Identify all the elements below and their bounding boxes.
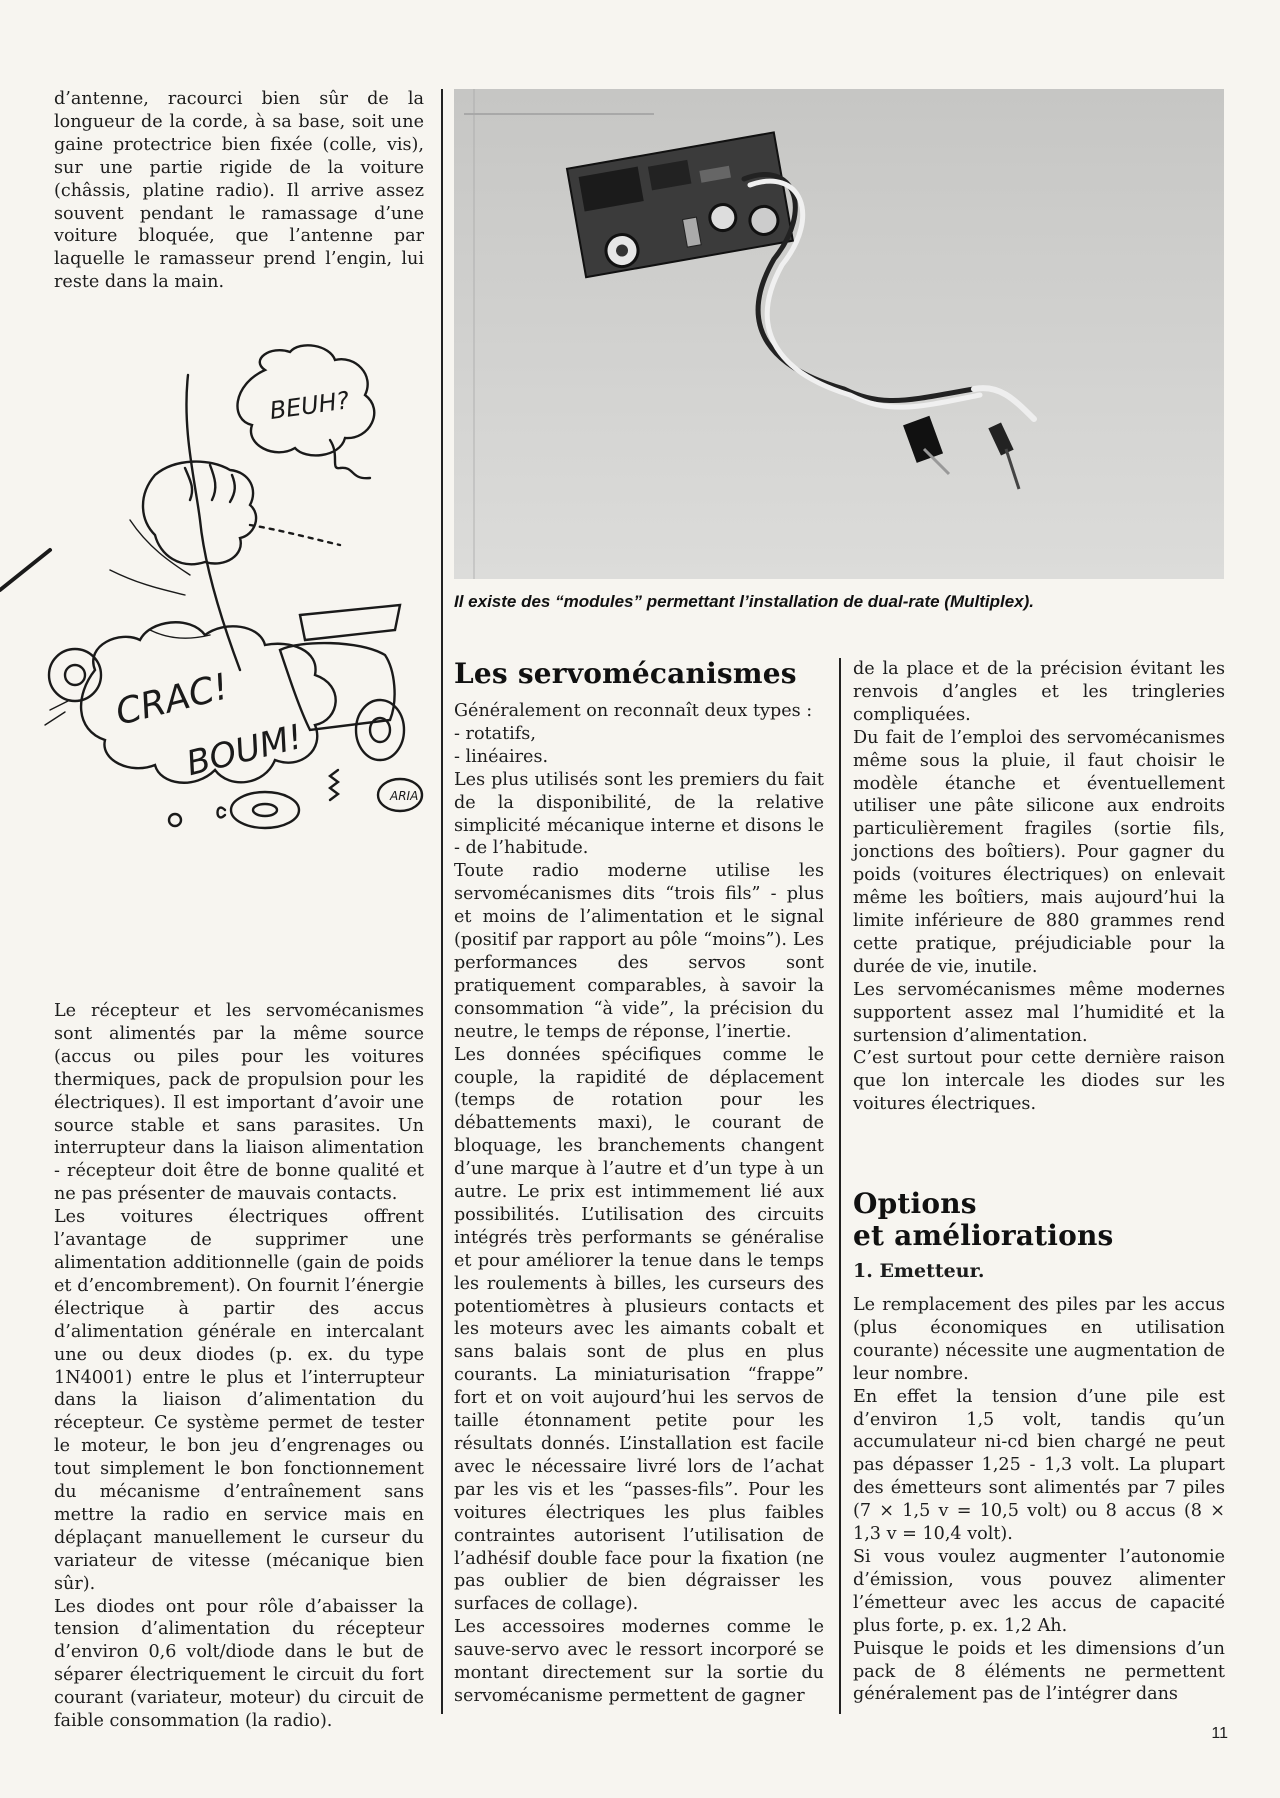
paragraph: Le remplacement des piles par les accus (plus économiques en utilisation courante) nécessite une augmentation de leur nombre.: [853, 1295, 1225, 1384]
wheel-icon: [356, 700, 404, 760]
paragraph: Les données spécifiques comme le couple, la rapidité de déplacement (temps de rotation pour les débattements maxi), le courant de bloquage, les branchements changent d’une marque à l’autre et d’un type à un autre. Le prix est intimmement lié aux possibilités. L’utilisation des circuits intégrés très performants se généralise et pour améliorer la tenue dans le temps les roulements à billes, les curseurs des potentiomètres à plusieurs contacts et les moteurs avec les aimants cobalt et sans balais sont de plus en plus courants. La miniaturisation “frappe” fort et on voit aujourd’hui les servos de taille étonnament petite pour les résultats donnés. L’installation est facile avec le nécessaire livré lors de l’achat par les vis et les “passes-fils”. Pour les voitures électriques les plus faibles contraintes autorisent l’utilisation de l’adhésif double face pour la fixation (ne pas oublier de bien dégraisser les surfaces de collage).: [454, 1044, 824, 1615]
page-number: 11: [1211, 1725, 1228, 1742]
wheel-icon: [49, 649, 101, 701]
paragraph: - rotatifs,: [454, 723, 536, 744]
wheel-icon: [231, 792, 299, 828]
paragraph: de la place et de la précision évitant les renvois d’angles et les tringleries compliquées.: [853, 659, 1225, 725]
paragraph: Du fait de l’emploi des servomécanismes même sous la pluie, il faut choisir le modèle étanche et éventuellement utiliser une pâte silicone aux endroits particulièrement fragiles (sortie fils, jonctions des boîtiers). Pour gagner du poids (voitures électriques) on enlevait même les boîtiers, mais aujourd’hui la limite inférieure de 880 grammes rend cette pratique, préjudiciable pour la durée de vie, inutile.: [853, 727, 1225, 977]
cartoon-signature: ARIA: [390, 789, 419, 803]
paragraph: Le récepteur et les servomécanismes sont alimentés par la même source (accus ou piles pour les voitures thermiques, pack de propulsion pour les électriques). Il est important d’avoir une source stable et sans parasites. Un interrupteur dans la liaison alimentation - récepteur doit être de bonne qualité et ne pas présenter de mauvais contacts.: [54, 1001, 424, 1205]
right-top-text: [853, 658, 1225, 1116]
paragraph: Si vous voulez augmenter l’autonomie d’émission, vous pouvez alimenter l’émetteur avec les accus de capacité plus forte, p. ex. 1,2 Ah.: [853, 1546, 1225, 1636]
paragraph: Les servomécanismes même modernes supportent assez mal l’humidité et la surtension d’alimentation.: [853, 979, 1225, 1046]
paragraph: En effet la tension d’une pile est d’environ 1,5 volt, tandis qu’un accumulateur ni-cd bien chargé ne peut pas dépasser 1,25 - 1,3 volt. La plupart des émetteurs sont alimentés par 7 piles (7 × 1,5 v = 10,5 volt) ou 8 accus (8 × 1,3 v = 10,4 volt).: [853, 1386, 1225, 1545]
paragraph: d’antenne, racourci bien sûr de la longueur de la corde, à sa base, soit une gaine protectrice bien fixée (colle, vis), sur une partie rigide de la voiture (châssis, platine radio). Il arrive assez souvent pendant le ramassage d’une voiture bloquée, que l’antenne par laquelle le ramasseur prend l’engin, lui reste dans la main.: [54, 89, 424, 293]
cartoon-illustration: [0, 340, 440, 960]
spring-icon: [330, 770, 338, 800]
paragraph: Puisque le poids et les dimensions d’un pack de 8 éléments ne permettent généralement pas de l’intégrer dans: [853, 1638, 1225, 1705]
paragraph: Les voitures électriques offrent l’avantage de supprimer une alimentation additionnelle (gain de poids et d’encombrement). On fournit l’énergie électrique à partir des accus d’alimentation générale en intercalant une ou deux diodes (p. ex. du type 1N4001) entre le plus et l’interrupteur dans la liaison d’alimentation du récepteur. Ce système permet de tester le moteur, le bon jeu d’engrenages ou tout simplement le bon fonctionnement du mécanisme d’entraînement sans mettre la radio en service mais en déplaçant manuellement le curseur du variateur de vitesse (mécanique bien sûr).: [54, 1207, 424, 1594]
paragraph: Toute radio moderne utilise les servomécanismes dits “trois fils” - plus et moins de l’alimentation et le signal (positif par rapport au pôle “moins”). Les performances des servos sont pratiquement comparables, à savoir la consommation “à vide”, la précision du neutre, le temps de réponse, l’inertie.: [454, 861, 824, 1042]
options-section: [853, 1188, 1225, 1706]
column-rule-left: [441, 89, 443, 1714]
left-bottom-text: [54, 1000, 424, 1733]
servo-heading: Les servomécanismes: [454, 657, 797, 690]
paragraph: - linéaires.: [454, 746, 549, 767]
paragraph: C’est surtout pour cette dernière raison que lon intercale les diodes sur les voitures électriques.: [853, 1048, 1225, 1115]
paragraph: Généralement on reconnaît deux types :: [454, 701, 813, 721]
module-photo: [454, 89, 1224, 579]
paragraph: Les accessoires modernes comme le sauve-servo avec le ressort incorporé se montant directement sur la sortie du servomécanisme permettent de gagner: [454, 1617, 824, 1706]
speech-text: BEUH?: [267, 386, 352, 426]
left-top-text: [54, 88, 424, 294]
column-rule-right: [839, 658, 841, 1714]
photo-caption: Il existe des “modules” permettant l’installation de dual-rate (Multiplex).: [454, 592, 1035, 611]
paragraph: Les plus utilisés sont les premiers du fait de la disponibilité, de la relative simplicité mécanique interne et disons le - de l’habitude.: [454, 769, 824, 859]
options-heading-line2: et améliorations: [853, 1219, 1114, 1252]
paragraph: Les diodes ont pour rôle d’abaisser la tension d’alimentation du récepteur d’environ 0,6 volt/diode dans le but de séparer électriquement le circuit du fort courant (variateur, moteur) du circuit de faible consommation (la radio).: [54, 1596, 424, 1732]
crash-text-1: CRAC!: [111, 666, 233, 734]
emetteur-subheading: 1. Emetteur.: [853, 1260, 985, 1282]
servo-text: [454, 700, 824, 1708]
servo-section: [454, 658, 824, 1708]
options-heading-line1: Options: [853, 1187, 977, 1220]
car-icon: [280, 643, 395, 730]
emetteur-text: [853, 1294, 1225, 1706]
crash-text-2: BOUM!: [182, 716, 307, 785]
